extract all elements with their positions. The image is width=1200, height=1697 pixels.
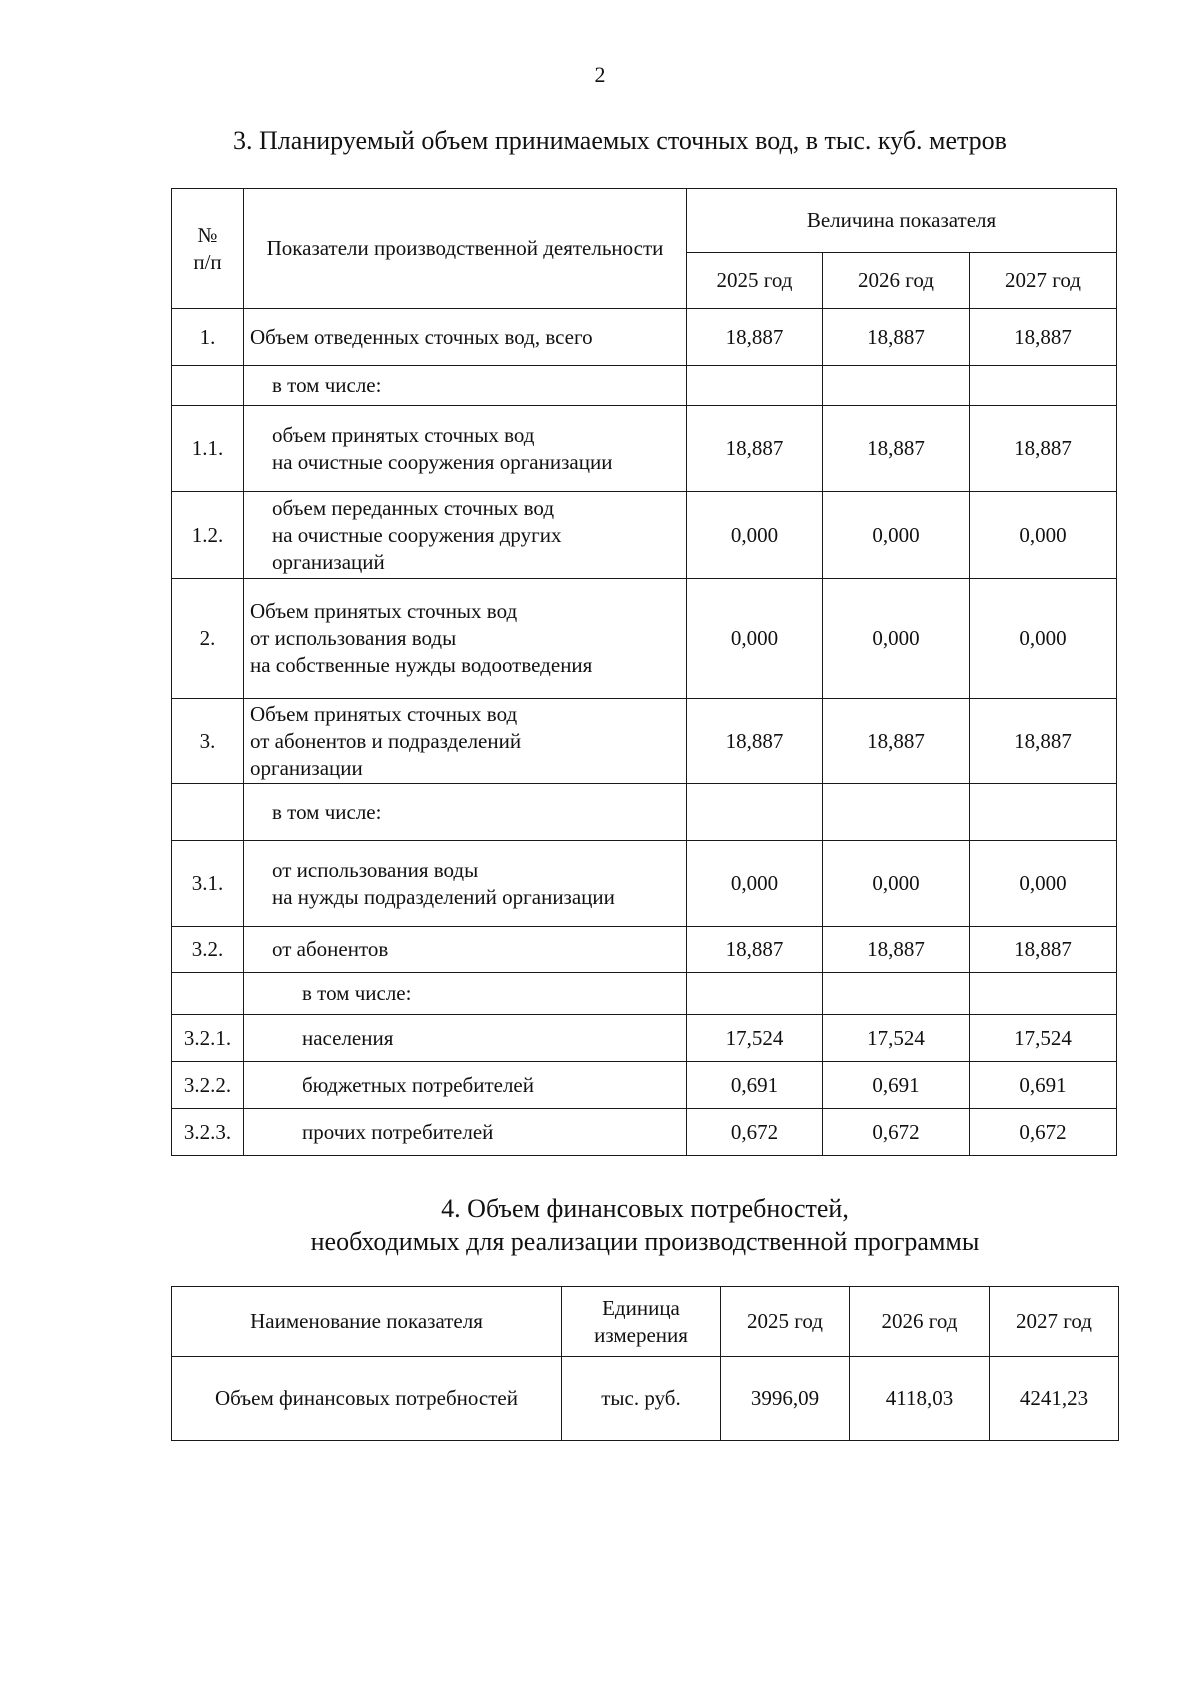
- row-label: Объем финансовых потребностей: [172, 1357, 562, 1441]
- row-label-line: в том числе:: [272, 373, 382, 397]
- header-name: Наименование показателя: [172, 1287, 562, 1357]
- header-year: 2026 год: [823, 253, 970, 309]
- row-number: [172, 973, 244, 1015]
- header-unit-line2: измерения: [594, 1322, 688, 1347]
- row-label-line: на очистные сооружения других: [272, 522, 562, 547]
- section-4-title: [45, 1192, 1200, 1258]
- value-cell: 18,887: [970, 406, 1117, 492]
- value-cell: 0,000: [687, 841, 823, 927]
- row-label: [244, 784, 687, 841]
- row-number: 3.2.: [172, 927, 244, 973]
- row-label: [244, 366, 687, 406]
- table-row: [172, 406, 1117, 492]
- row-number: 1.2.: [172, 492, 244, 579]
- value-cell: 0,000: [687, 579, 823, 699]
- row-number: 3.2.3.: [172, 1109, 244, 1156]
- table-row: [172, 784, 1117, 841]
- header-year: 2025 год: [687, 253, 823, 309]
- row-number: 3.: [172, 699, 244, 784]
- row-label-line: организаций: [272, 549, 385, 574]
- row-label-line: Объем принятых сточных вод: [250, 599, 518, 623]
- table-row: [172, 492, 1117, 579]
- row-label: [244, 406, 687, 492]
- row-number: 1.: [172, 309, 244, 366]
- row-number: [172, 366, 244, 406]
- value-cell: 18,887: [687, 927, 823, 973]
- row-label: [244, 579, 687, 699]
- header-year: 2027 год: [970, 253, 1117, 309]
- value-cell: 18,887: [687, 699, 823, 784]
- row-label-line: объем переданных сточных вод: [272, 495, 555, 520]
- value-cell: 18,887: [970, 927, 1117, 973]
- value-cell: [970, 784, 1117, 841]
- row-number: 3.1.: [172, 841, 244, 927]
- table-row: [172, 1015, 1117, 1062]
- row-label-line: от использования воды: [272, 857, 479, 882]
- wastewater-volume-table: [171, 188, 1117, 1156]
- row-label-line: Объем отведенных сточных вод, всего: [250, 324, 593, 349]
- header-indicator: Показатели производственной деятельности: [244, 189, 687, 309]
- value-cell: [970, 973, 1117, 1015]
- header-number-line1: №: [197, 222, 218, 247]
- value-cell: 0,000: [970, 492, 1117, 579]
- value-cell: 0,000: [823, 579, 970, 699]
- value-cell: 4241,23: [990, 1357, 1119, 1441]
- row-label-line: на собственные нужды водоотведения: [250, 653, 593, 677]
- row-label-line: Объем принятых сточных вод: [250, 701, 518, 726]
- table-row: [172, 1062, 1117, 1109]
- row-label-line: прочих потребителей: [302, 1119, 494, 1144]
- value-cell: [970, 366, 1117, 406]
- value-cell: 4118,03: [850, 1357, 990, 1441]
- value-cell: 0,000: [970, 579, 1117, 699]
- row-number: 3.2.2.: [172, 1062, 244, 1109]
- header-year: 2027 год: [990, 1287, 1119, 1357]
- row-number: 2.: [172, 579, 244, 699]
- value-cell: [823, 366, 970, 406]
- row-label-line: на нужды подразделений организации: [272, 884, 615, 909]
- row-label: [244, 973, 687, 1015]
- row-label: [244, 492, 687, 579]
- row-number: 1.1.: [172, 406, 244, 492]
- row-label-line: в том числе:: [302, 981, 412, 1005]
- value-cell: [823, 784, 970, 841]
- page-number: 2: [594, 62, 606, 87]
- row-label-line: от использования воды: [250, 626, 457, 650]
- value-cell: 17,524: [823, 1015, 970, 1062]
- value-cell: 18,887: [823, 699, 970, 784]
- row-label: [244, 1062, 687, 1109]
- value-cell: 0,672: [970, 1109, 1117, 1156]
- header-value-group: Величина показателя: [687, 189, 1117, 253]
- header-number: [172, 189, 244, 309]
- row-label: [244, 1015, 687, 1062]
- row-label-line: организации: [250, 755, 363, 780]
- value-cell: 18,887: [970, 699, 1117, 784]
- value-cell: 17,524: [970, 1015, 1117, 1062]
- value-cell: [687, 366, 823, 406]
- value-cell: [687, 784, 823, 841]
- row-label: [244, 1109, 687, 1156]
- value-cell: 18,887: [687, 309, 823, 366]
- header-unit: [562, 1287, 721, 1357]
- value-cell: 0,672: [823, 1109, 970, 1156]
- unit-cell: тыс. руб.: [562, 1357, 721, 1441]
- value-cell: 0,000: [823, 841, 970, 927]
- row-label: [244, 309, 687, 366]
- header-unit-line1: Единица: [602, 1295, 680, 1320]
- table-row: [172, 699, 1117, 784]
- value-cell: 18,887: [687, 406, 823, 492]
- header-year: 2025 год: [721, 1287, 850, 1357]
- header-number-line2: п/п: [193, 249, 222, 274]
- table-row: [172, 1357, 1119, 1441]
- row-label-line: от абонентов: [272, 937, 389, 961]
- row-label: [244, 927, 687, 973]
- value-cell: 0,691: [823, 1062, 970, 1109]
- row-number: 3.2.1.: [172, 1015, 244, 1062]
- row-label-line: объем принятых сточных вод: [272, 422, 535, 447]
- value-cell: 0,000: [823, 492, 970, 579]
- row-label-line: от абонентов и подразделений: [250, 728, 522, 753]
- value-cell: 18,887: [970, 309, 1117, 366]
- value-cell: 18,887: [823, 927, 970, 973]
- table-row: [172, 927, 1117, 973]
- value-cell: 0,691: [687, 1062, 823, 1109]
- row-label-line: бюджетных потребителей: [302, 1072, 534, 1097]
- table-row: [172, 973, 1117, 1015]
- section-3-title: 3. Планируемый объем принимаемых сточных вод, в тыс. куб. метров: [233, 126, 1007, 155]
- value-cell: 18,887: [823, 309, 970, 366]
- value-cell: 3996,09: [721, 1357, 850, 1441]
- table-row: [172, 579, 1117, 699]
- table-row: [172, 366, 1117, 406]
- row-label: [244, 841, 687, 927]
- value-cell: 0,672: [687, 1109, 823, 1156]
- value-cell: 0,691: [970, 1062, 1117, 1109]
- section-4-title-line2: необходимых для реализации производственной программы: [310, 1227, 980, 1256]
- header-year: 2026 год: [850, 1287, 990, 1357]
- value-cell: 0,000: [970, 841, 1117, 927]
- value-cell: 18,887: [823, 406, 970, 492]
- value-cell: [823, 973, 970, 1015]
- value-cell: [687, 973, 823, 1015]
- row-number: [172, 784, 244, 841]
- row-label: [244, 699, 687, 784]
- table-row: [172, 309, 1117, 366]
- row-label-line: населения: [302, 1025, 394, 1050]
- table-row: [172, 841, 1117, 927]
- table-row: [172, 1109, 1117, 1156]
- section-4-title-line1: 4. Объем финансовых потребностей,: [441, 1194, 849, 1223]
- row-label-line: на очистные сооружения организации: [272, 449, 613, 474]
- value-cell: 17,524: [687, 1015, 823, 1062]
- row-label-line: в том числе:: [272, 799, 382, 824]
- financial-needs-table: [171, 1286, 1119, 1441]
- value-cell: 0,000: [687, 492, 823, 579]
